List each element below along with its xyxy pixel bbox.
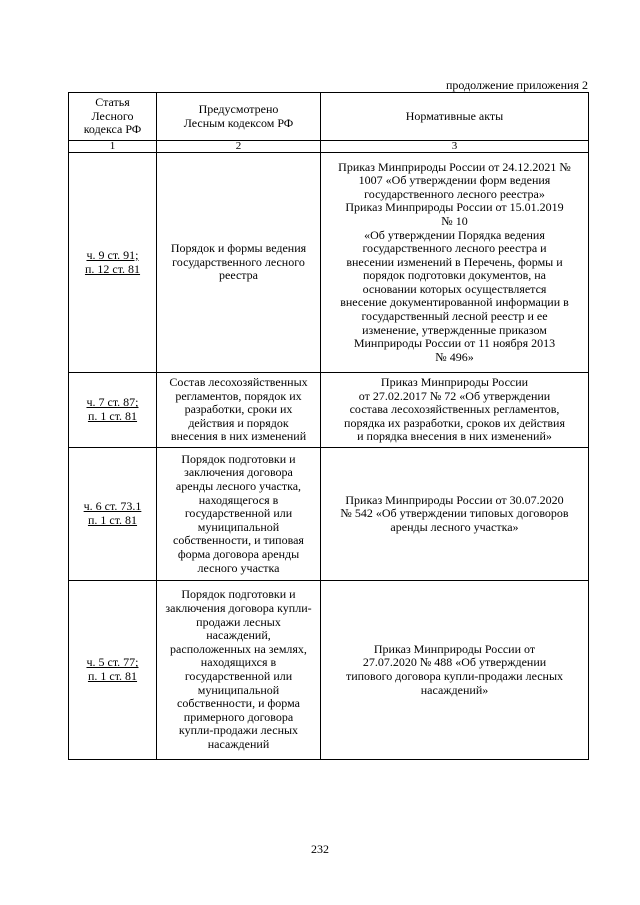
text-line: 27.07.2020 № 488 «Об утверждении [362,655,547,670]
text-line: внесение документированной информации в [340,295,569,310]
text-line: и порядка внесения в них изменений» [357,429,552,444]
text-line: Состав лесохозяйственных [169,375,308,390]
text-line: аренды лесного участка, [175,479,302,494]
text-line: Приказ Минприроды России от 24.12.2021 № [338,159,571,174]
text-line: от 27.02.2017 № 72 «Об утверждении [358,388,551,403]
text-line: насаждений» [420,682,489,697]
text-line: Приказ Минприроды России от 30.07.2020 [345,492,564,507]
column-number: 2 [157,141,321,153]
text-line: Минприроды России от 11 ноября 2013 [353,336,556,351]
article-cell [69,153,157,373]
text-line: Приказ Минприроды России от 15.01.2019 [345,200,564,215]
text-line: № 542 «Об утверждении типовых договоров [340,506,569,521]
table-row [69,153,589,373]
text-line: собственности, и форма [177,696,300,711]
text-line: государственной или [184,506,293,521]
header-acts [321,93,589,141]
article-cell [69,581,157,760]
text-line: государственного лесного реестра» [364,186,545,201]
table-row [69,373,589,448]
text-line: внесении изменений в Перечень, формы и [346,254,563,269]
text-line: Нормативные акты [405,108,504,123]
column-number: 1 [69,141,157,153]
article-link[interactable]: п. 1 ст. 81 [87,409,138,423]
acts-cell [321,153,589,373]
text-line: лесного участка [197,560,280,575]
text-line: № 10 [441,213,468,228]
text-line: собственности, и типовая [173,533,304,548]
text-line: 1007 «Об утверждении форм ведения [358,173,551,188]
text-line: порядка их разработки, сроков их действия [344,415,565,430]
text-line: внесения в них изменений [170,429,307,444]
article-link[interactable]: ч. 9 ст. 91; [86,247,139,262]
text-line: государственный лесной реестр и ее [361,309,548,324]
provision-cell [157,581,321,760]
text-line: примерного договора [183,709,294,724]
text-line: находящихся в [200,655,277,670]
provision-cell [157,153,321,373]
text-line: Приказ Минприроды России [380,375,529,390]
text-line: основании которых осуществляется [362,281,547,296]
column-number-row [69,141,589,153]
article-link[interactable]: ч. 7 ст. 87; [86,395,139,410]
text-line: находящегося в [198,492,279,507]
regulations-table [68,92,589,760]
table-row [69,448,589,581]
text-line: кодекса РФ [83,122,142,137]
text-line: «Об утверждении Порядка ведения [364,227,545,242]
text-line: государственного лесного реестра и [362,241,547,256]
text-line: реестра [219,268,258,283]
text-line: насаждений, [206,628,271,643]
text-line: муниципальной [197,682,280,697]
text-line: продажи лесных [196,614,281,629]
column-number: 3 [321,141,589,153]
article-link[interactable]: п. 1 ст. 81 [87,513,138,527]
text-line: насаждений [207,736,270,751]
text-line: изменение, утвержденные приказом [362,322,547,337]
text-line: Порядок подготовки и [181,451,296,466]
article-link[interactable]: ч. 5 ст. 77; [86,655,139,670]
text-line: купли-продажи лесных [178,723,299,738]
text-line: заключения договора [184,465,293,480]
text-line: Предусмотрено [198,101,279,116]
article-cell [69,448,157,581]
text-line: аренды лесного участка» [390,519,519,534]
text-line: действия и порядок [188,415,289,430]
text-line: Порядок подготовки и [181,587,296,602]
text-line: расположенных на землях, [170,641,307,656]
text-line: государственного лесного [172,254,305,269]
text-line: муниципальной [197,519,280,534]
page-number: 232 [311,842,329,856]
article-link[interactable]: п. 12 ст. 81 [84,261,141,276]
header-provision [157,93,321,141]
text-line: порядок подготовки документов, на [363,268,546,283]
article-cell [69,373,157,448]
acts-cell [321,581,589,760]
text-line: состава лесохозяйственных регламентов, [349,402,560,417]
provision-cell [157,373,321,448]
text-line: типового договора купли-продажи лесных [345,669,564,683]
table-row [69,581,589,760]
text-line: разработки, сроки их [184,402,293,417]
text-line: заключения договора купли- [165,601,312,616]
acts-cell [321,373,589,448]
article-link[interactable]: п. 1 ст. 81 [87,669,138,683]
text-line: № 496» [435,349,474,364]
text-line: Лесного [91,108,134,123]
text-line: Порядок и формы ведения [170,241,307,256]
table-header-row [69,93,589,141]
text-line: государственной или [184,669,293,683]
article-link[interactable]: ч. 6 ст. 73.1 [83,499,142,514]
acts-cell [321,448,589,581]
continuation-note: продолжение приложения 2 [446,78,588,92]
text-line: регламентов, порядок их [175,388,302,403]
text-line: Лесным кодексом РФ [183,115,294,130]
header-article [69,93,157,141]
text-line: форма договора аренды [177,546,300,561]
text-line: Статья [95,95,130,110]
text-line: Приказ Минприроды России от [373,641,536,656]
provision-cell [157,448,321,581]
